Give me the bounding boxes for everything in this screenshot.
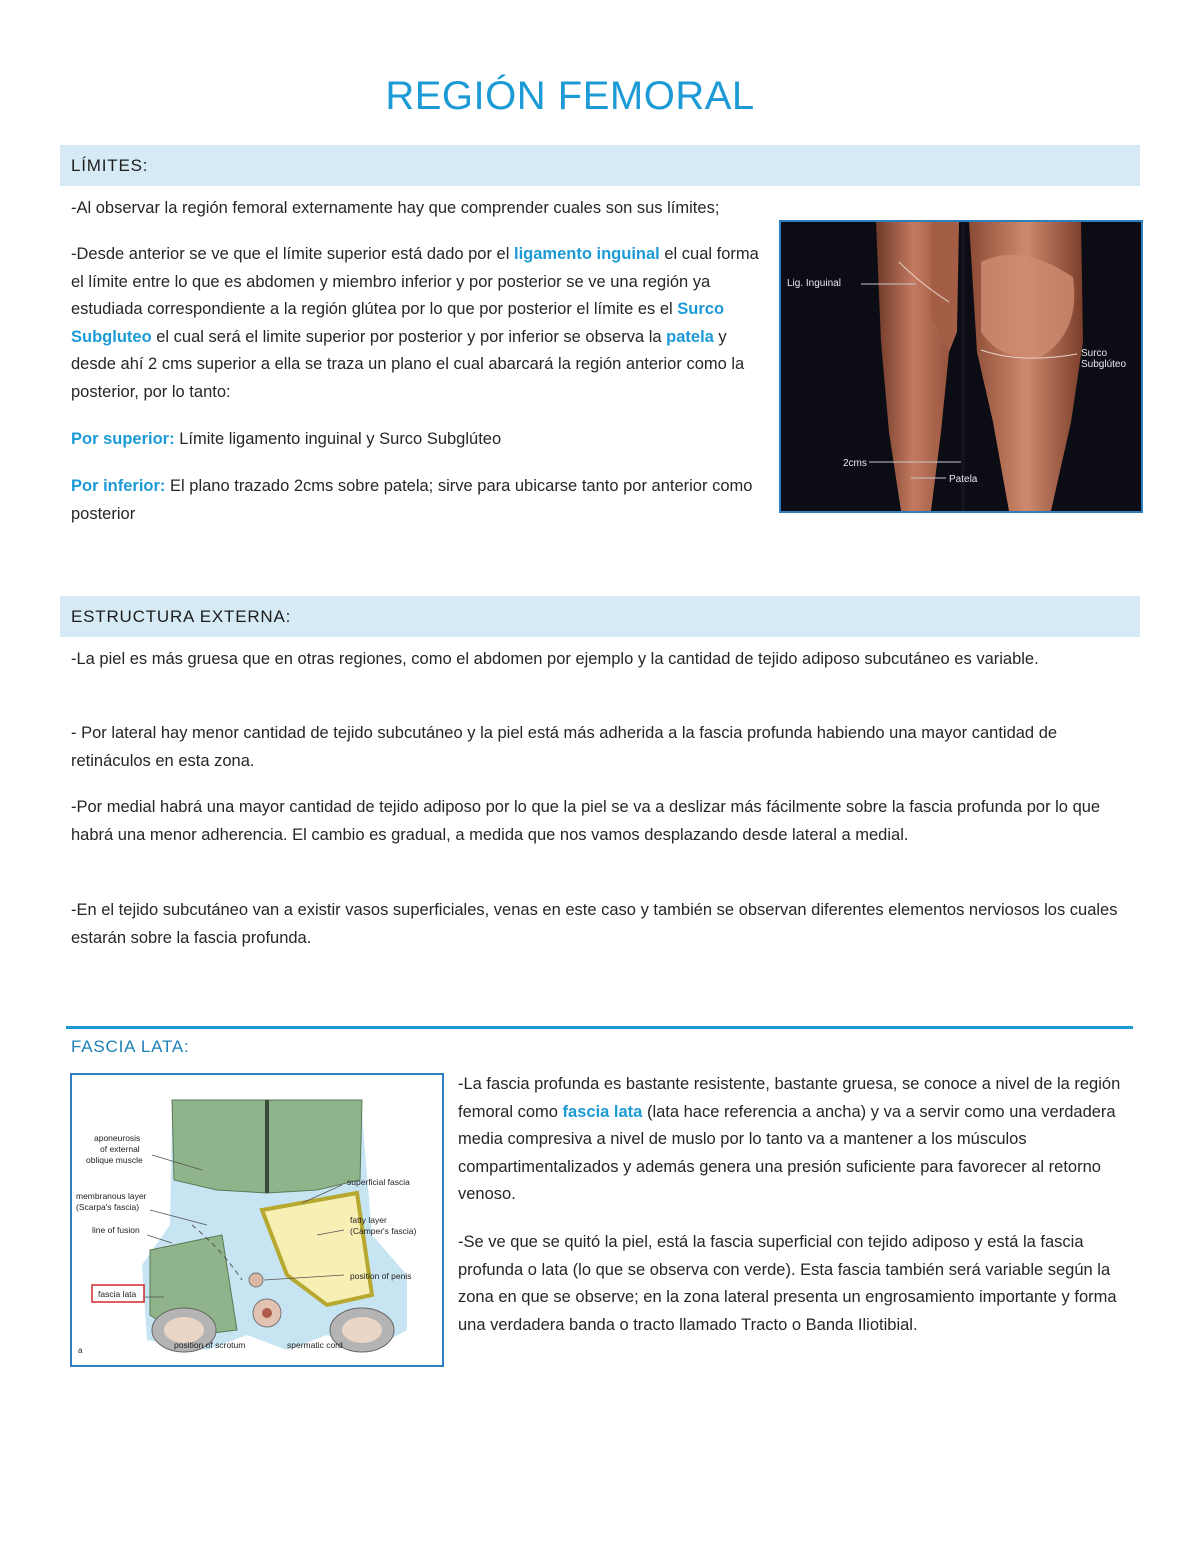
label-subgluteo: Subglúteo <box>1081 359 1127 370</box>
section-header-limites: LÍMITES: <box>60 145 1140 186</box>
label-position-of-scrotum: position of scrotum <box>174 1340 246 1350</box>
text-run: El plano trazado 2cms sobre patela; sirve para ubicarse tanto por anterior como posterior <box>71 477 753 523</box>
label-fatty-layer: fatty layer <box>350 1215 387 1225</box>
limites-paragraph-1: -Al observar la región femoral externamente hay que comprender cuales son sus límites; <box>71 199 720 217</box>
thigh-photo-drawing <box>781 222 1141 511</box>
estructura-paragraph-1: -La piel es más gruesa que en otras regiones, como el abdomen por ejemplo y la cantidad de tejido adiposo subcutáneo es variable. <box>71 650 1039 668</box>
text-run: -La fascia profunda es bastante resistente, bastante gruesa, se conoce a nivel de la región femoral como <box>458 1075 1121 1121</box>
limites-paragraph-2 <box>71 241 765 406</box>
label-membranous-2: (Scarpa's fascia) <box>76 1202 140 1212</box>
label-surco: Surco <box>1081 348 1108 359</box>
label-line-of-fusion: line of fusion <box>92 1225 140 1235</box>
term-fascia-lata: fascia lata <box>562 1102 643 1121</box>
fascia-paragraph-2: -Se ve que se quitó la piel, está la fascia superficial con tejido adiposo y está la fascia profunda o lata (lo que se observa con verde). Esta fascia también será variable según la zona en que se observe; en la zona lateral presenta un engrosamiento importante y forma una verdadera banda o tracto llamado Tracto o Banda Iliotibial. <box>458 1233 1117 1334</box>
label-2cms: 2cms <box>843 458 867 469</box>
label-aponeurosis-3: oblique muscle <box>86 1155 143 1165</box>
label-figure-letter: a <box>78 1346 83 1355</box>
label-spermatic-cord: spermatic cord <box>287 1340 343 1350</box>
term-ligamento-inguinal: ligamento inguinal <box>514 245 660 263</box>
page-title: REGIÓN FEMORAL <box>385 74 755 118</box>
text-run: -Desde anterior se ve que el límite superior está dado por el <box>71 245 514 263</box>
label-patela: Patela <box>949 474 978 485</box>
photo-divider <box>961 222 965 511</box>
thigh-right-inner <box>342 1317 382 1343</box>
limite-superior <box>71 426 765 454</box>
term-patela: patela <box>666 327 714 346</box>
estructura-paragraph-4: -En el tejido subcutáneo van a existir vasos superficiales, venas en este caso y también se observan diferentes elementos nerviosos los cuales estarán sobre la fascia profunda. <box>71 901 1118 947</box>
text-run: y desde ahí 2 cms superior a ella se traza un plano el cual abarcará la región anterior como la posterior, por lo tanto: <box>71 327 745 401</box>
section-header-fascia-lata: FASCIA LATA: <box>71 1037 190 1056</box>
penis-position <box>249 1273 263 1287</box>
estructura-paragraph-3: -Por medial habrá una mayor cantidad de tejido adiposo por lo que la piel se va a deslizar más fácilmente sobre la fascia profunda por lo que habrá una menor adherencia. El cambio es gradual, a medida que nos vamos desplazando desde lateral a medial. <box>71 798 1101 844</box>
label-por-inferior: Por inferior: <box>71 477 166 495</box>
label-aponeurosis-2: of external <box>100 1144 140 1154</box>
term-surco-subgluteo: Surco Subgluteo <box>71 300 725 346</box>
estructura-paragraph-2: - Por lateral hay menor cantidad de tejido subcutáneo y la piel está más adherida a la fascia profunda habiendo una mayor cantidad de retináculos en esta zona. <box>71 724 1058 770</box>
section-divider <box>66 1026 1133 1029</box>
label-por-superior: Por superior: <box>71 430 175 448</box>
text-run: (lata hace referencia a ancha) y va a servir como una verdadera media compresiva a nivel de muslo por lo tanto va a mantener a los músculos compartimentalizados y además genera una presión suficiente para favorecer al retorno venoso. <box>458 1102 1116 1203</box>
fascia-diagram-drawing <box>72 1075 442 1365</box>
section-header-estructura-externa: ESTRUCTURA EXTERNA: <box>60 596 1140 637</box>
text-run: Límite ligamento inguinal y Surco Subglúteo <box>174 430 502 448</box>
label-lig-inguinal: Lig. Inguinal <box>787 278 841 289</box>
label-superficial-fascia: superficial fascia <box>347 1177 410 1187</box>
text-run: el cual será el limite superior por posterior y por inferior se observa la <box>151 327 667 346</box>
label-campers-fascia: (Camper's fascia) <box>350 1226 417 1236</box>
limite-inferior <box>71 473 761 528</box>
fascia-diagram <box>70 1073 444 1367</box>
label-membranous-1: membranous layer <box>76 1191 147 1201</box>
thigh-photo <box>779 220 1143 513</box>
text-run: el cual forma el límite entre lo que es abdomen y miembro inferior y por posterior se ve una región ya estudiada correspondiente a la región glútea por lo que por posterior el límite es el <box>71 245 759 318</box>
label-fascia-lata: fascia lata <box>98 1289 137 1299</box>
fascia-paragraph-1 <box>458 1071 1130 1209</box>
label-aponeurosis-1: aponeurosis <box>94 1133 141 1143</box>
spermatic-cord-core <box>262 1308 272 1318</box>
label-position-of-penis: position of penis <box>350 1271 412 1281</box>
